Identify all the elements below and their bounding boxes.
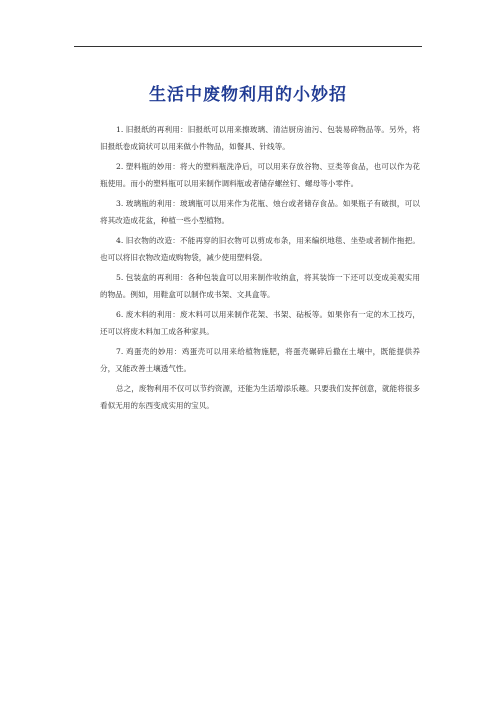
paragraph-old-clothes: 4. 旧衣物的改造：不能再穿的旧衣物可以剪成布条，用来编织地毯、坐垫或者制作拖把。也可以将旧衣物改造成购物袋，减少使用塑料袋。 [100, 236, 420, 262]
document-body [100, 122, 420, 418]
paragraph-plastic-bottle: 2. 塑料瓶的妙用：将大的塑料瓶洗净后，可以用来存放谷物、豆类等食品，也可以作为花瓶使用。而小的塑料瓶可以用来制作调料瓶或者储存螺丝钉、螺母等小零件。 [100, 162, 420, 188]
paragraph-eggshell: 7. 鸡蛋壳的妙用：鸡蛋壳可以用来给植物施肥，将蛋壳碾碎后撒在土壤中，既能提供养分，又能改善土壤透气性。 [100, 347, 420, 373]
paragraph-packaging-box: 5. 包装盒的再利用：各种包装盒可以用来制作收纳盒，将其装饰一下还可以变成美观实用的物品。例如，用鞋盒可以制作成书架、文具盒等。 [100, 273, 420, 299]
paragraph-conclusion: 总之，废物利用不仅可以节约资源，还能为生活增添乐趣。只要我们发挥创意，就能将很多看似无用的东西变成实用的宝贝。 [100, 384, 420, 410]
paragraph-newspaper: 1. 旧报纸的再利用：旧报纸可以用来擦玻璃、清洁厨房油污、包装易碎物品等。另外，将旧报纸卷成筒状可以用来做小件物品，如餐具、针线等。 [100, 125, 420, 151]
header-rule [74, 46, 422, 47]
document-title: 生活中废物利用的小妙招 [149, 85, 347, 105]
paragraph-scrap-wood: 6. 废木料的利用：废木料可以用来制作花架、书架、砧板等。如果你有一定的木工技巧，还可以将废木料加工成各种家具。 [100, 310, 420, 336]
paragraph-glass-bottle: 3. 玻璃瓶的利用：玻璃瓶可以用来作为花瓶、烛台或者储存食品。如果瓶子有破损，可以将其改造成花盆，种植一些小型植物。 [100, 199, 420, 225]
